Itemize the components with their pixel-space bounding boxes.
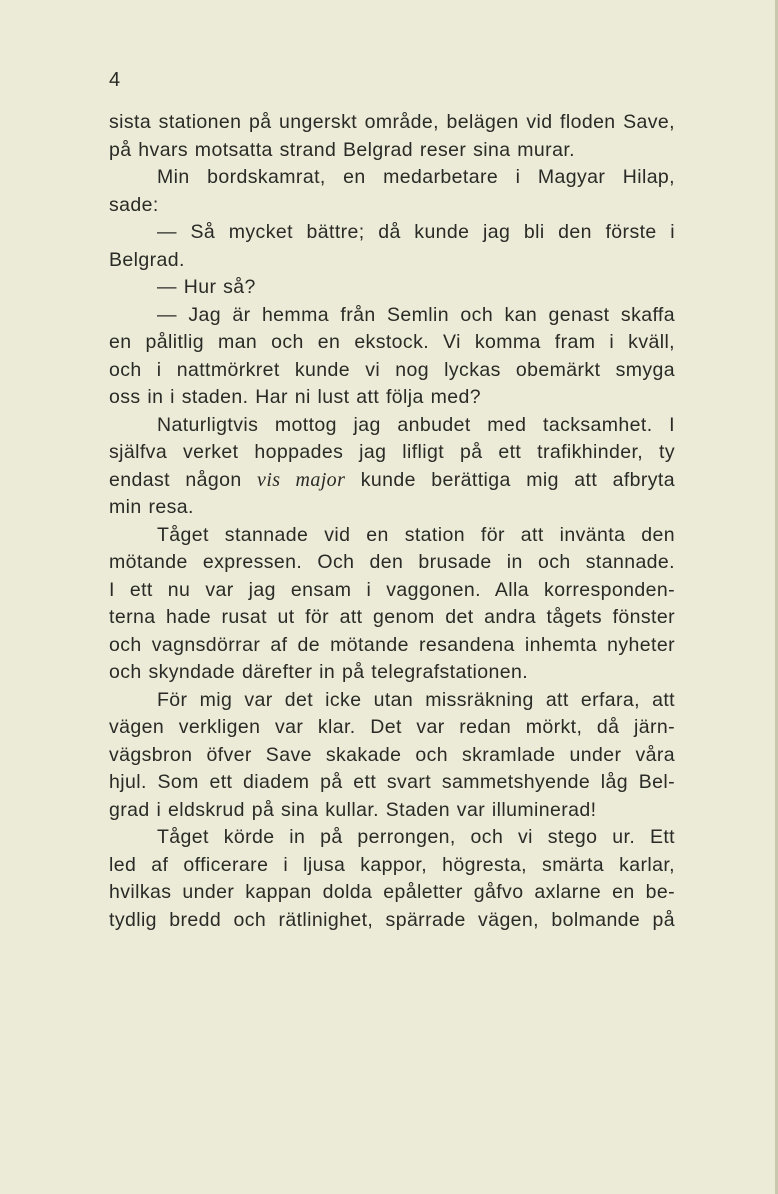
italic-phrase: vis major xyxy=(257,468,346,491)
text-line: endast någon vis major kunde berättiga mig att afbryta xyxy=(109,468,675,491)
text-line: och i nattmörkret kunde vi nog lyckas obemärkt smyga xyxy=(109,358,675,381)
text-line: en pålitlig man och en ekstock. Vi komma fram i kväll, xyxy=(109,331,675,353)
text-line: grad i eldskrud på sina kullar. Staden var illuminerad! xyxy=(109,798,597,821)
text-line: hvilkas under kappan dolda epåletter gåfvo axlarne en be- xyxy=(109,881,675,903)
text-line: på hvars motsatta strand Belgrad reser sina murar. xyxy=(109,138,575,161)
text-line: Belgrad. xyxy=(109,248,185,271)
text-line: och vagnsdörrar af de mötande resandena inhemta nyheter xyxy=(109,633,675,656)
text-line: vägsbron öfver Save skakade och skramlade under våra xyxy=(109,743,675,766)
text-line: Tåget stannade vid en station för att invänta den xyxy=(157,523,675,546)
text-line: sade: xyxy=(109,193,159,216)
body-text xyxy=(109,109,675,934)
text-line: hjul. Som ett diadem på ett svart sammetshyende låg Bel- xyxy=(109,771,675,793)
text-line: Min bordskamrat, en medarbetare i Magyar Hilap, xyxy=(157,166,675,188)
text-line: mötande expressen. Och den brusade in och stannade. xyxy=(109,551,675,573)
text-line: tydlig bredd och rätlinighet, spärrade vägen, bolmande på xyxy=(109,908,675,931)
text-line: För mig var det icke utan missräkning att erfara, att xyxy=(157,688,675,711)
text-line: min resa. xyxy=(109,496,194,518)
text-line: I ett nu var jag ensam i vaggonen. Alla korresponden- xyxy=(109,578,675,601)
text-line: oss in i staden. Har ni lust att följa med? xyxy=(109,386,481,408)
text-line: terna hade rusat ut för att genom det andra tågets fönster xyxy=(109,606,675,628)
text-line: — Jag är hemma från Semlin och kan genast skaffa xyxy=(157,303,675,326)
text-line: och skyndade därefter in på telegrafstationen. xyxy=(109,661,529,683)
page-number: 4 xyxy=(109,69,121,91)
text-line: Naturligtvis mottog jag anbudet med tacksamhet. I xyxy=(157,413,675,436)
text-line: Tåget körde in på perrongen, och vi stego ur. Ett xyxy=(157,826,675,848)
text-line: själfva verket hoppades jag lifligt på ett trafikhinder, ty xyxy=(109,441,675,463)
text-line: led af officerare i ljusa kappor, högresta, smärta karlar, xyxy=(109,853,675,876)
text-line: sista stationen på ungerskt område, belägen vid floden Save, xyxy=(109,111,675,133)
text-line: — Så mycket bättre; då kunde jag bli den förste i xyxy=(157,221,675,243)
text-line: vägen verkligen var klar. Det var redan mörkt, då järn- xyxy=(109,716,675,738)
text-line: — Hur så? xyxy=(157,276,256,298)
